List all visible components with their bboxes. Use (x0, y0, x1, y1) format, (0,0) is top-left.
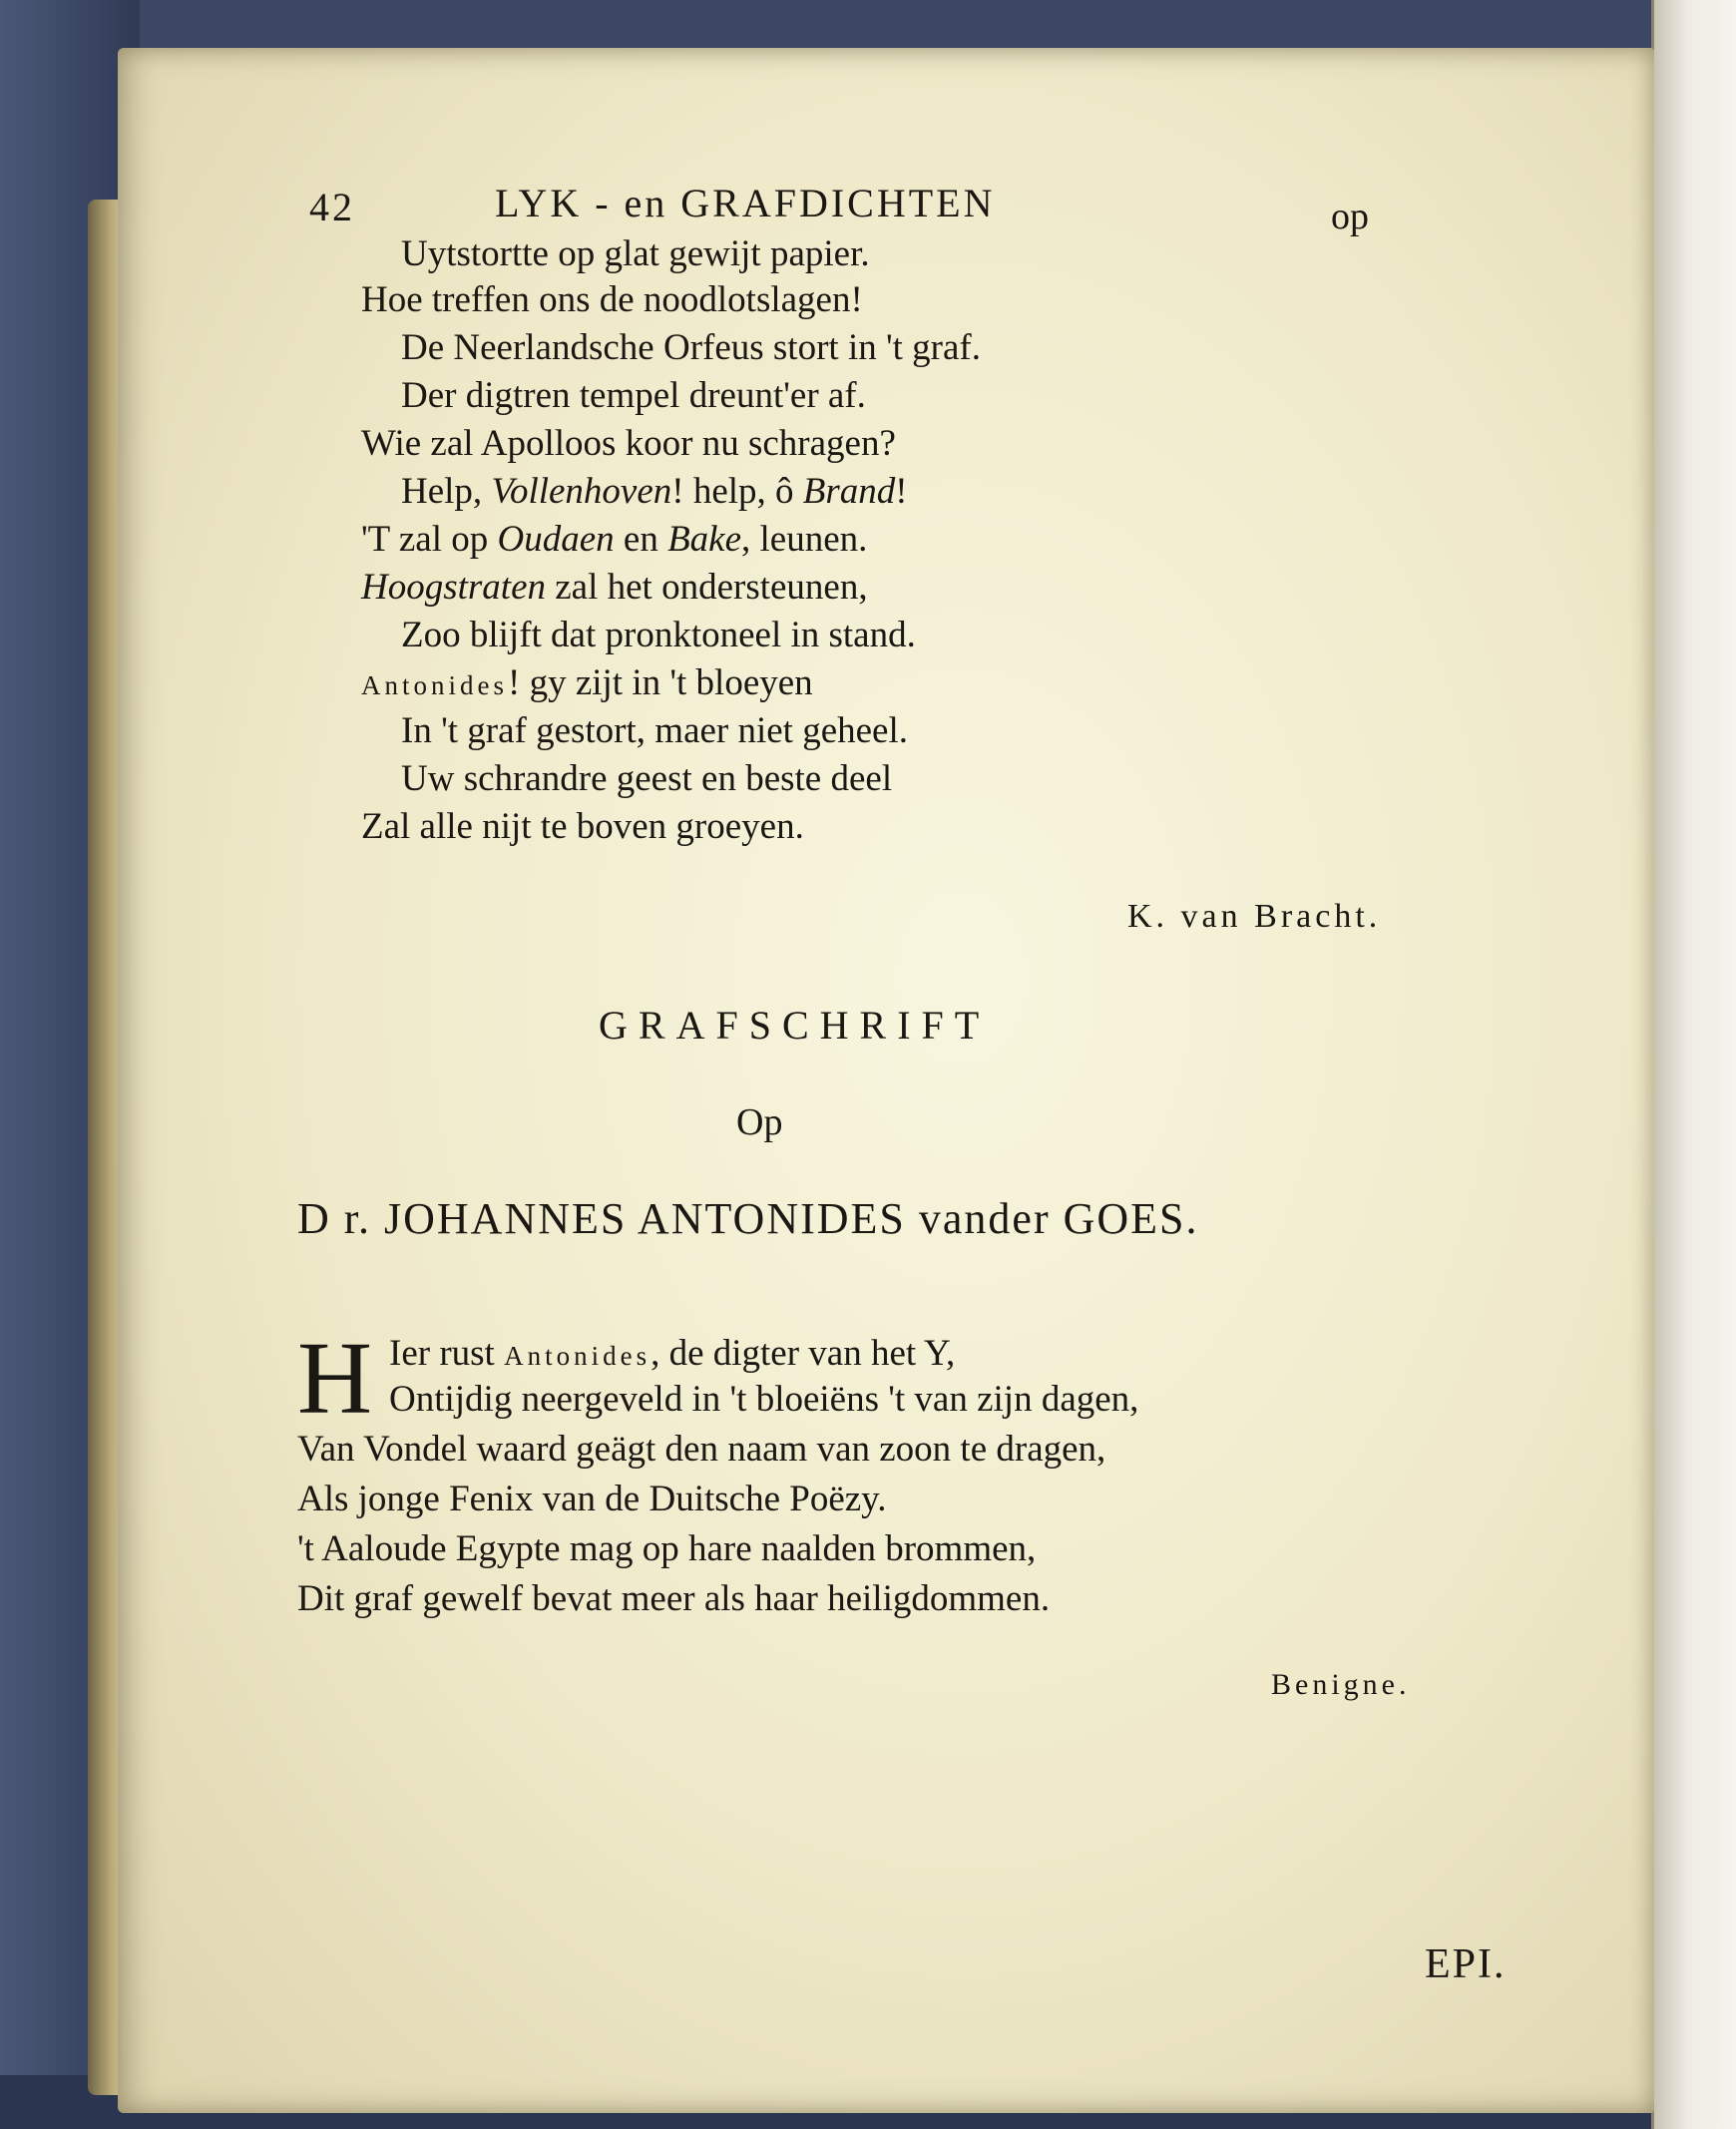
drop-cap: H (297, 1321, 373, 1436)
poem-line (361, 521, 867, 558)
epitaph-line (389, 1335, 955, 1372)
name-italic: Vollenhoven (491, 471, 672, 512)
section-op: Op (736, 1101, 783, 1143)
name-italic: Hoogstraten (361, 567, 546, 608)
name-italic: Bake (667, 519, 742, 560)
text-segment: zal het ondersteunen, (546, 567, 868, 608)
poem-line: De Neerlandsche Orfeus stort in 't graf. (401, 327, 981, 368)
text-segment: Ier rust (389, 1333, 505, 1374)
book-page (118, 48, 1654, 2113)
text-segment: ! gy zijt in 't bloeyen (508, 662, 813, 703)
poem-line (361, 664, 813, 701)
text-segment: , de digter van het Y, (651, 1333, 956, 1374)
poem-line: In 't graf gestort, maer niet geheel. (401, 710, 909, 751)
poem-line: Zoo blijft dat pronktoneel in stand. (401, 615, 916, 655)
poem-line: Hoe treffen ons de noodlotslagen! (361, 279, 863, 320)
poem-line: Uw schrandre geest en beste deel (401, 758, 893, 799)
poem-line (401, 473, 908, 510)
text-segment: ! help, ô (671, 471, 803, 512)
section-subject: D r. JOHANNES ANTONIDES vander GOES. (297, 1194, 1199, 1243)
text-segment: Help, (401, 471, 492, 512)
poem-signature: K. van Bracht. (1127, 898, 1382, 935)
epitaph-line: Ontijdig neergeveld in 't bloeiëns 't van zijn dagen, (389, 1379, 1139, 1420)
epitaph-line: 't Aaloude Egypte mag op hare naalden brommen, (297, 1528, 1037, 1569)
name-italic: Oudaen (497, 519, 615, 560)
epitaph-signature: Benigne. (1271, 1668, 1411, 1701)
poem-line: Zal alle nijt te boven groeyen. (361, 806, 804, 847)
section-title: GRAFSCHRIFT (599, 1003, 991, 1048)
text-segment: ! (895, 471, 908, 512)
name-italic: Brand (802, 471, 896, 512)
page-number: 42 (309, 185, 355, 229)
text-segment: , leunen. (741, 519, 868, 560)
running-head: LYK - en GRAFDICHTEN (495, 181, 996, 225)
text-segment: 'T zal op (361, 519, 498, 560)
running-head-end: op (1331, 196, 1369, 237)
epitaph-line: Van Vondel waard geägt den naam van zoon te dragen, (297, 1429, 1106, 1470)
facing-page-edge (1651, 0, 1736, 2129)
text-segment: en (614, 519, 668, 560)
poem-line (361, 569, 868, 606)
name-small-caps: Antonides (504, 1341, 651, 1371)
poem-line: Der digtren tempel dreunt'er af. (401, 375, 866, 416)
catchword: EPI. (1425, 1941, 1507, 1987)
poem-line: Uytstortte op glat gewijt papier. (401, 233, 870, 274)
epitaph-line: Als jonge Fenix van de Duitsche Poëzy. (297, 1479, 887, 1519)
poem-line: Wie zal Apolloos koor nu schragen? (361, 423, 896, 464)
name-small-caps: Antonides (361, 670, 508, 700)
epitaph-line: Dit graf gewelf bevat meer als haar heiligdommen. (297, 1578, 1051, 1619)
